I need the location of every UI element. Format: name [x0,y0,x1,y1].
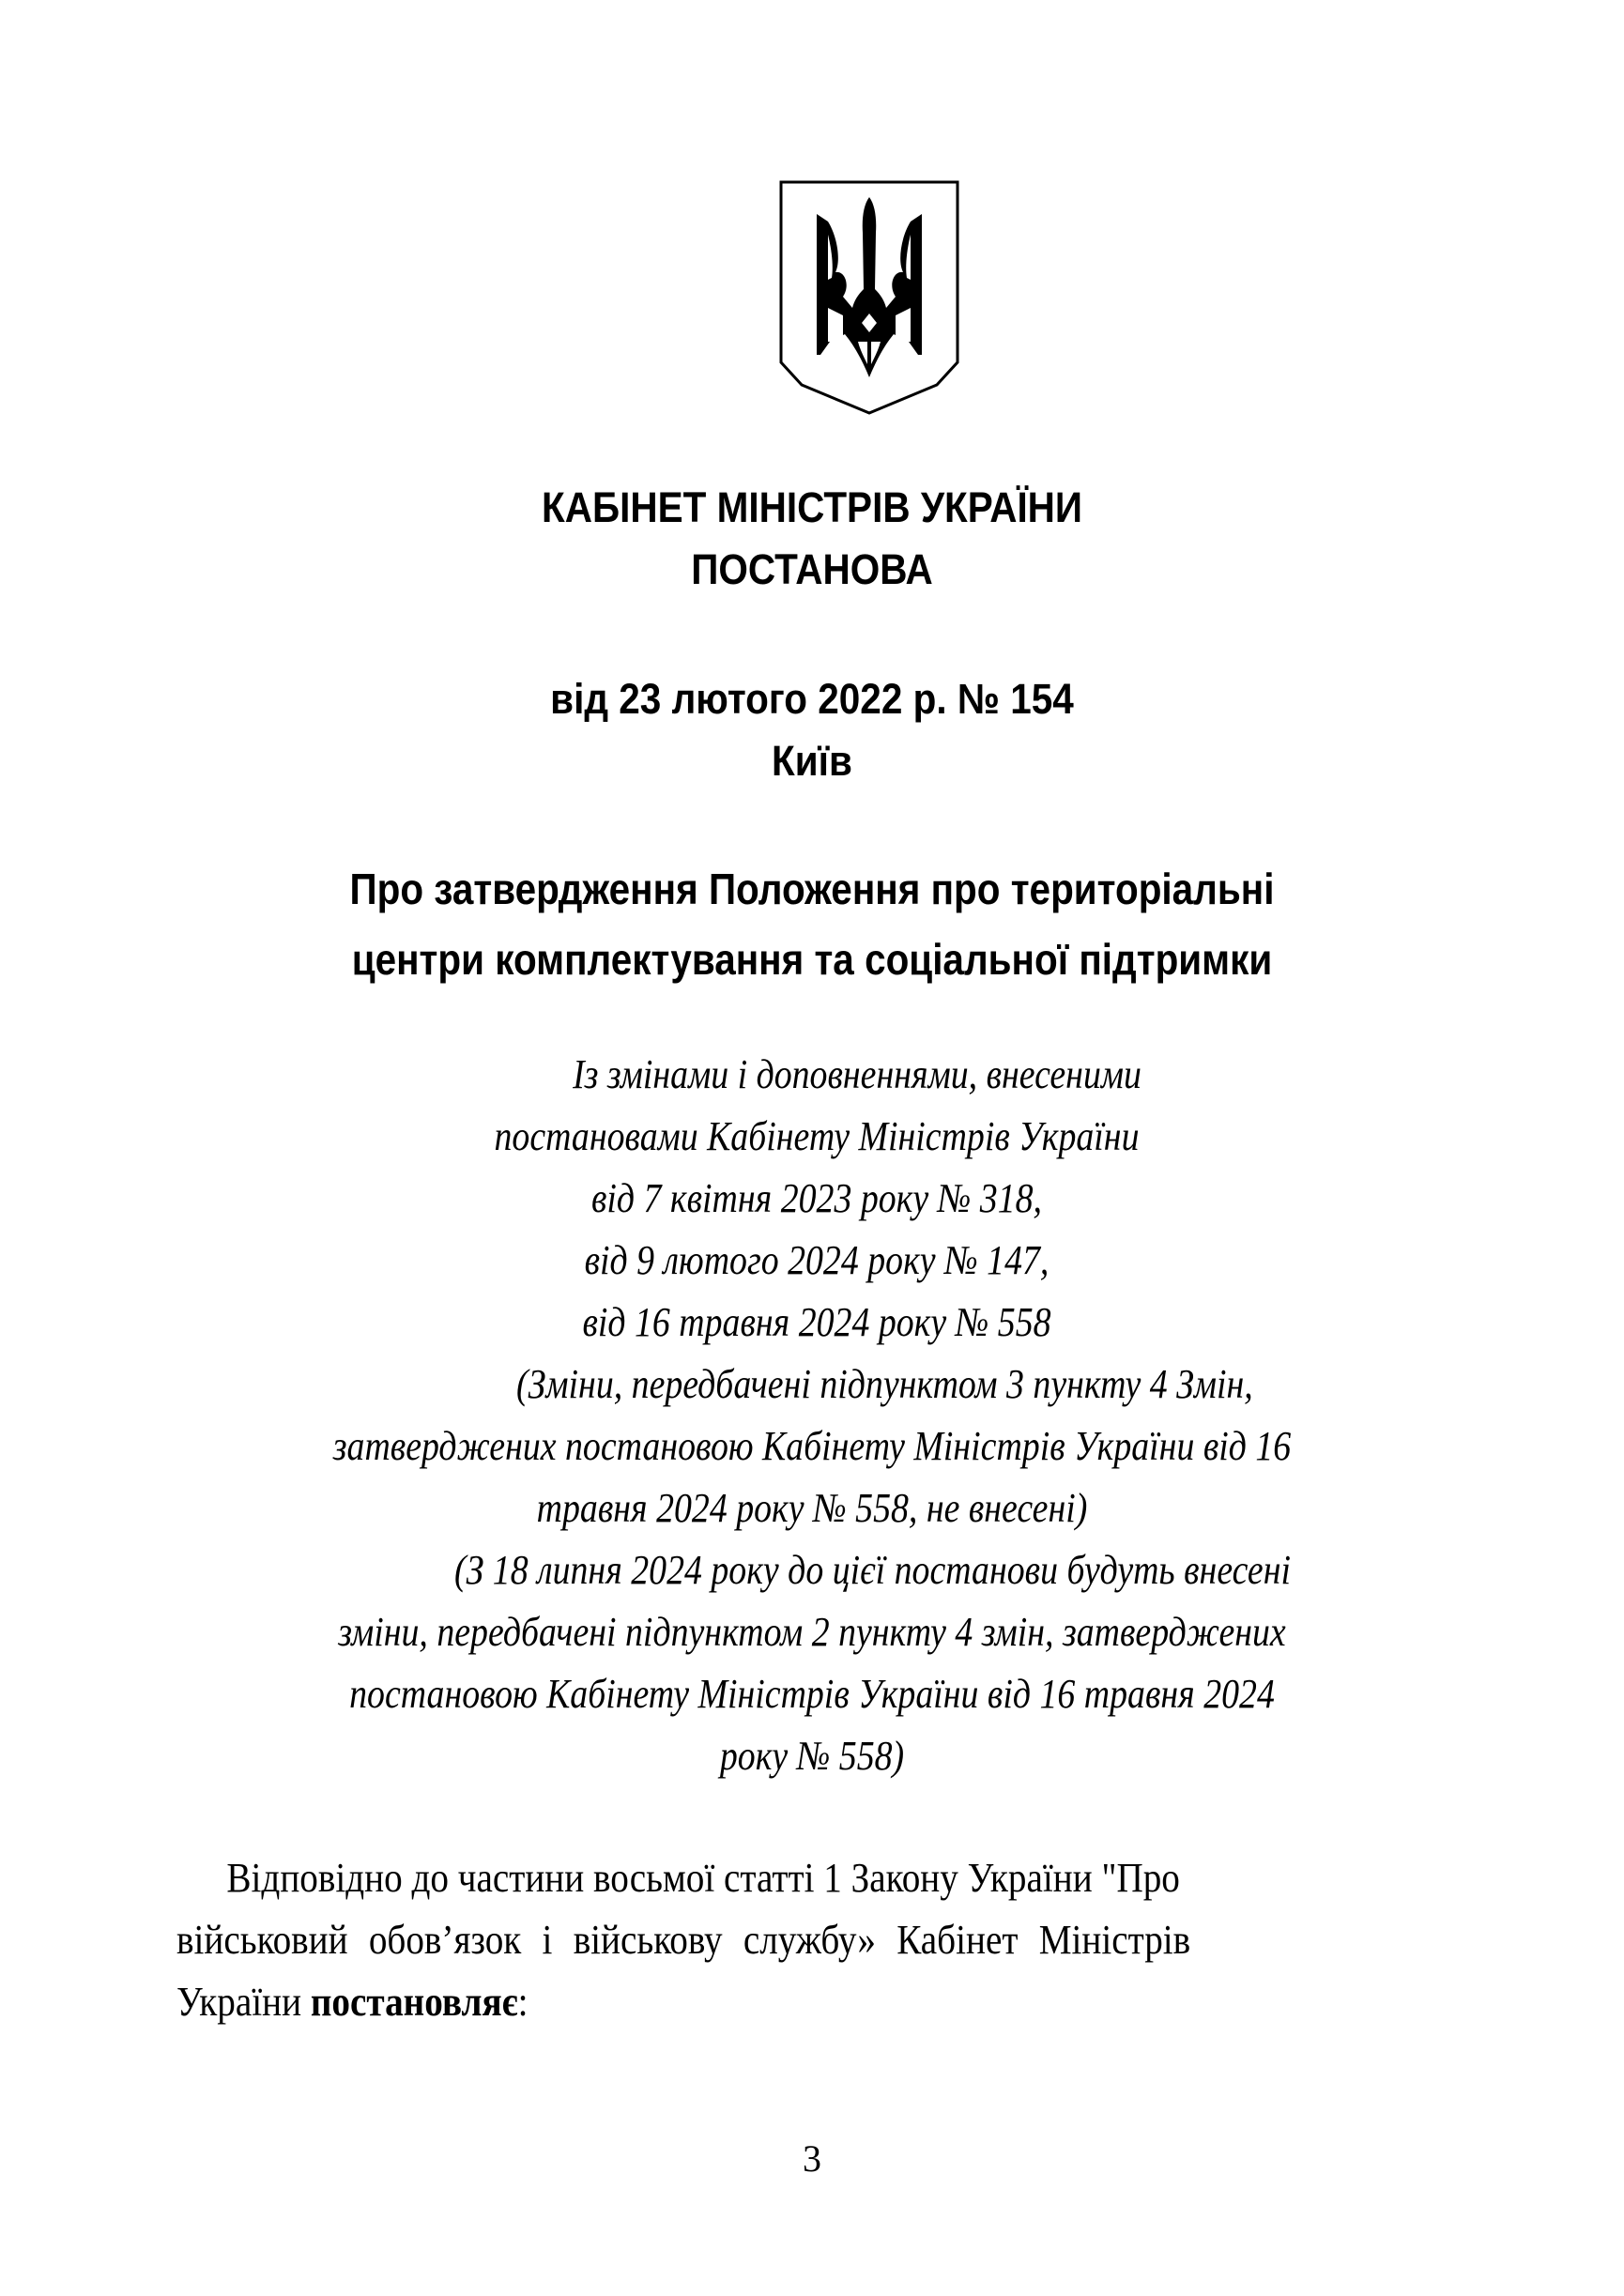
amendment-ref: від 9 лютого 2024 року № 147, [584,1237,1049,1283]
amendment-note-not-applied [162,1354,1463,1539]
document-city: Київ [772,737,852,785]
amendment-note-future [162,1539,1463,1787]
document-subject [98,854,1526,995]
note-line: травня 2024 року № 558, не внесені) [536,1485,1088,1531]
amendment-ref: від 7 квітня 2023 року № 318, [590,1175,1043,1221]
note-line: (Зміни, передбачені підпунктом 3 пункту 4 Змін, [516,1361,1253,1407]
note-line: року № 558) [719,1733,905,1779]
amendments-list [413,1044,1220,1354]
trident-emblem-icon [777,176,961,415]
preamble-line-2: військовий обов’язок і військову службу» Кабінет Міністрів [176,1917,1191,1963]
note-line: затверджених постановою Кабінету Міністрів України від 16 [332,1423,1292,1469]
note-line: зміни, передбачені підпунктом 2 пункту 4 змін, затверджених [338,1609,1286,1655]
note-line: (З 18 липня 2024 року до цієї постанови будуть внесені [453,1547,1291,1593]
amendments-intro: Із змінами і доповненнями, внесеними [573,1051,1141,1097]
issuing-authority: КАБІНЕТ МІНІСТРІВ УКРАЇНИ [542,483,1082,531]
preamble-line-1: Відповідно до частини восьмої статті 1 Закону України "Про [226,1855,1180,1901]
preamble-line-3: України постановляє: [176,1979,529,2025]
page-number: 3 [803,2137,821,2180]
document-date-number: від 23 лютого 2022 р. № 154 [550,675,1074,723]
resolves-keyword: постановляє [310,1979,518,2025]
document-header [82,477,1543,601]
note-line: постановою Кабінету Міністрів України від 16 травня 2024 [349,1671,1275,1717]
preamble-paragraph [176,1847,1450,2033]
subject-line-2: центри комплектування та соціальної підтримки [351,935,1273,984]
amendment-ref: від 16 травня 2024 року № 558 [582,1299,1051,1345]
subject-line-1: Про затвердження Положення про територіальні [349,865,1275,913]
document-type: ПОСТАНОВА [691,545,933,593]
document-date-block [82,668,1543,792]
amendments-line: постановами Кабінету Міністрів України [494,1113,1140,1159]
